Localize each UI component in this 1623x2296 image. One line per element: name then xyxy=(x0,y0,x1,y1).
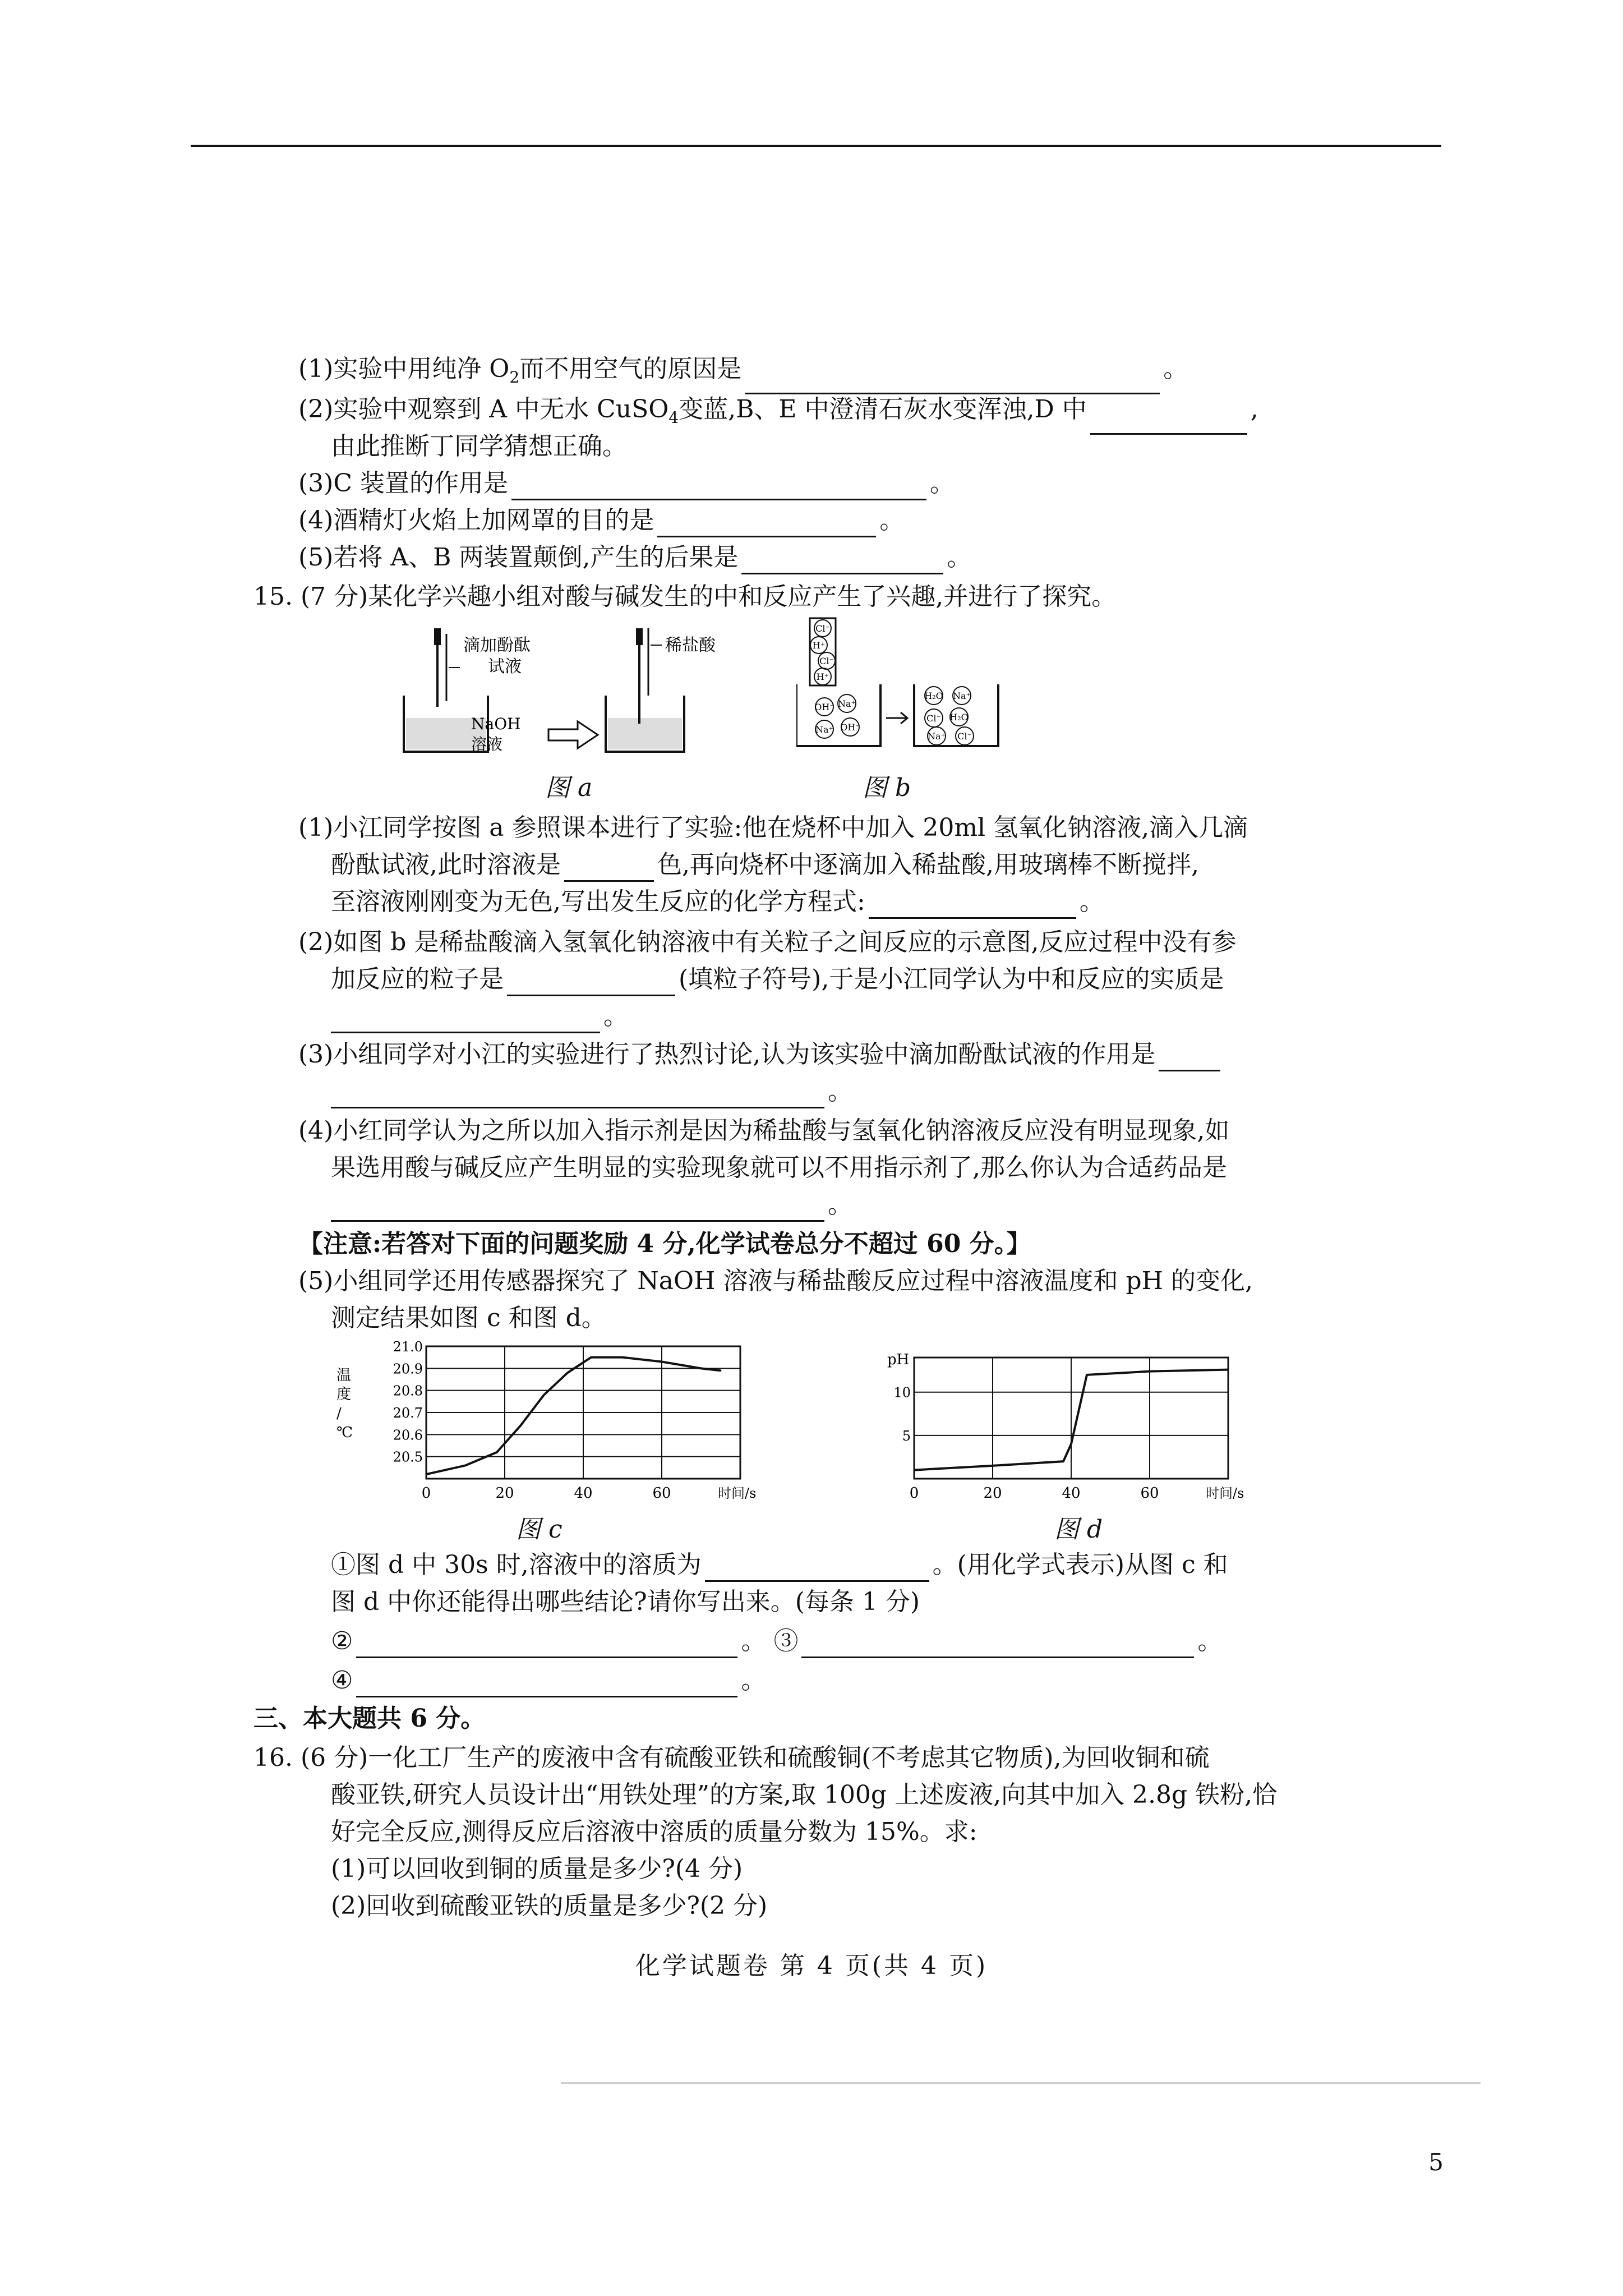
q15-part3-line1: (3)小组同学对小江的实验进行了热烈讨论,认为该实验中滴加酚酞试液的作用是 xyxy=(298,1038,1224,1071)
x-tick-label: 60 xyxy=(652,1485,671,1502)
q16-part1: (1)可以回收到铜的质量是多少?(4 分) xyxy=(331,1855,743,1883)
answer-blank[interactable] xyxy=(745,367,1160,394)
q14-item-4: (4)酒精灯火焰上加网罩的目的是 。 xyxy=(298,504,904,537)
fig-a-label-solution: 溶液 xyxy=(471,735,503,753)
scan-line xyxy=(561,2082,1481,2084)
q15-sub1-line2: 图 d 中你还能得出哪些结论?请你写出来。(每条 1 分) xyxy=(331,1588,920,1616)
answer-blank[interactable] xyxy=(1090,407,1247,435)
figure-a-beakers xyxy=(393,623,763,757)
svg-text:H⁺: H⁺ xyxy=(812,640,826,651)
q14-item-2-line2: 由此推断丁同学猜想正确。 xyxy=(331,432,627,461)
answer-blank[interactable] xyxy=(801,1631,1194,1658)
answer-blank[interactable] xyxy=(1159,1044,1220,1071)
answer-blank[interactable] xyxy=(564,854,654,882)
fig-a-label-phenol: 滴加酚酞 xyxy=(463,636,531,655)
svg-text:Na⁺: Na⁺ xyxy=(838,698,856,709)
data-point xyxy=(426,1474,427,1475)
svg-text:Cl⁻: Cl⁻ xyxy=(819,656,834,666)
chart-c-temperature xyxy=(325,1335,785,1509)
x-tick-label: 0 xyxy=(909,1485,919,1502)
q15-part2-line1: (2)如图 b 是稀盐酸滴入氢氧化钠溶液中有关粒子之间反应的示意图,反应过程中没有参 xyxy=(298,928,1237,956)
q15-sub1-line1: ①图 d 中 30s 时,溶液中的溶质为 。(用化学式表示)从图 c 和 xyxy=(331,1548,1228,1582)
data-point xyxy=(700,1368,702,1369)
page-footer: 化学试题卷 第 4 页(共 4 页) xyxy=(635,1952,988,1980)
chart-d-ph xyxy=(852,1335,1312,1509)
y-tick-label: 20.5 xyxy=(393,1449,423,1465)
bonus-note: 【注意:若答对下面的问题奖励 4 分,化学试卷总分不超过 60 分。】 xyxy=(298,1230,1031,1258)
answer-blank[interactable] xyxy=(741,547,943,574)
y-tick-label: 21.0 xyxy=(393,1339,423,1355)
arrow-right-icon xyxy=(886,712,907,724)
q15-part5-line2: 测定结果如图 c 和图 d。 xyxy=(331,1304,606,1332)
q15-header: 15. (7 分)某化学兴趣小组对酸与碱发生的中和反应产生了兴趣,并进行了探究。 xyxy=(253,582,1117,611)
x-tick-label: 40 xyxy=(1062,1485,1081,1502)
answer-blank[interactable] xyxy=(356,1631,737,1658)
x-tick-label: 60 xyxy=(1140,1485,1159,1502)
answer-blank[interactable] xyxy=(356,1670,737,1697)
data-point xyxy=(720,1370,722,1372)
data-point xyxy=(914,1469,915,1471)
svg-text:Na⁺: Na⁺ xyxy=(928,731,946,742)
q15-part4-line1: (4)小红同学认为之所以加入指示剂是因为稀盐酸与氢氧化钠溶液反应没有明显现象,如 xyxy=(298,1116,1230,1145)
svg-text:Cl⁻: Cl⁻ xyxy=(957,731,972,742)
chart-d-caption: 图 d xyxy=(1054,1515,1103,1544)
figure-b-caption: 图 b xyxy=(863,774,911,802)
svg-text:H₂O: H₂O xyxy=(949,712,969,723)
figure-a-caption: 图 a xyxy=(545,774,593,802)
page-number: 5 xyxy=(1428,2148,1444,2176)
data-point xyxy=(622,1356,624,1358)
data-point xyxy=(1071,1443,1072,1445)
data-point xyxy=(520,1425,522,1427)
y-tick-label: 20.8 xyxy=(393,1383,423,1399)
data-point xyxy=(1149,1370,1151,1372)
x-axis-label: 时间/s xyxy=(1206,1485,1244,1501)
svg-text:Cl⁻: Cl⁻ xyxy=(815,623,830,634)
x-tick-label: 20 xyxy=(983,1485,1002,1502)
data-point xyxy=(567,1372,569,1374)
data-point xyxy=(543,1394,545,1396)
x-tick-label: 0 xyxy=(421,1485,431,1502)
q15-part4-line3: 。 xyxy=(331,1188,852,1222)
x-axis-label: 时间/s xyxy=(718,1485,757,1501)
answer-blank[interactable] xyxy=(705,1554,929,1582)
q15-sub4: ④ 。 xyxy=(331,1664,766,1697)
section-3-header: 三、本大题共 6 分。 xyxy=(253,1704,486,1733)
svg-text:OH⁻: OH⁻ xyxy=(814,702,834,712)
q15-part1-line3: 至溶液刚刚变为无色,写出发生反应的化学方程式: 。 xyxy=(331,885,1104,919)
figure-b-particles xyxy=(796,611,1021,757)
answer-blank[interactable] xyxy=(331,1081,824,1108)
q15-sub2-sub3: ② 。 ③ 。 xyxy=(331,1625,1222,1658)
svg-text:Na⁺: Na⁺ xyxy=(953,691,971,701)
svg-text:OH⁻: OH⁻ xyxy=(840,722,860,733)
data-point xyxy=(465,1465,467,1466)
arrow-right-icon xyxy=(548,721,598,748)
y-tick-label: 20.7 xyxy=(393,1405,423,1421)
fig-a-label-hcl: 稀盐酸 xyxy=(665,636,716,655)
svg-text:Cl⁻: Cl⁻ xyxy=(926,713,941,724)
data-point xyxy=(496,1451,498,1453)
answer-blank[interactable] xyxy=(511,473,926,500)
data-point xyxy=(661,1361,663,1363)
data-point xyxy=(992,1465,994,1466)
q16-line2: 酸亚铁,研究人员设计出“用铁处理”的方案,取 100g 上述废液,向其中加入 2.8g 铁粉,恰 xyxy=(331,1780,1278,1809)
svg-text:H⁺: H⁺ xyxy=(816,671,829,682)
data-point xyxy=(591,1356,592,1358)
q15-part2-line2: 加反应的粒子是 (填粒子符号),于是小江同学认为中和反应的实质是 xyxy=(331,963,1224,996)
y-axis-label: pH xyxy=(887,1351,910,1368)
q14-item-5: (5)若将 A、B 两装置颠倒,产生的后果是 。 xyxy=(298,541,971,574)
q15-part2-line3: 。 xyxy=(331,1000,628,1033)
y-axis-label: 温度/ ℃ xyxy=(336,1367,353,1441)
data-point xyxy=(1086,1374,1088,1375)
chart-c-caption: 图 c xyxy=(516,1515,562,1544)
svg-text:Na⁺: Na⁺ xyxy=(815,724,833,735)
data-point xyxy=(1063,1461,1064,1462)
y-tick-label: 20.6 xyxy=(393,1427,423,1443)
q14-item-1: (1)实验中用纯净 $O_2$而不用空气的原因是 。 xyxy=(298,352,1188,394)
fig-a-label-phenol-2: 试液 xyxy=(488,657,522,677)
fig-a-label-naoh: NaOH xyxy=(471,715,521,733)
answer-blank[interactable] xyxy=(331,1194,824,1222)
x-tick-label: 40 xyxy=(574,1485,593,1502)
svg-text:H₂O: H₂O xyxy=(924,691,943,701)
answer-blank[interactable] xyxy=(869,891,1076,919)
q15-part3-line2: 。 xyxy=(331,1075,852,1108)
q15-part1-line2: 酚酞试液,此时溶液是 色,再向烧杯中逐滴加入稀盐酸,用玻璃棒不断搅拌, xyxy=(331,848,1199,882)
q16-line1: 16. (6 分)一化工厂生产的废液中含有硫酸亚铁和硫酸铜(不考虑其它物质),为回收铜和硫 xyxy=(253,1743,1210,1772)
y-tick-label: 5 xyxy=(902,1428,911,1444)
top-rule xyxy=(191,145,1441,147)
x-tick-label: 20 xyxy=(495,1485,514,1502)
answer-blank[interactable] xyxy=(657,510,876,537)
answer-blank[interactable] xyxy=(507,969,675,996)
q15-part4-line2: 果选用酸与碱反应产生明显的实验现象就可以不用指示剂了,那么你认为合适药品是 xyxy=(331,1153,1227,1182)
q16-line3: 好完全反应,测得反应后溶液中溶质的质量分数为 15%。求: xyxy=(331,1818,978,1846)
y-tick-label: 10 xyxy=(893,1384,911,1401)
answer-blank[interactable] xyxy=(331,1006,600,1033)
q16-part2: (2)回收到硫酸亚铁的质量是多少?(2 分) xyxy=(331,1892,768,1920)
q15-part1-line1: (1)小江同学按图 a 参照课本进行了实验:他在烧杯中加入 20ml 氢氧化钠溶液,滴入几滴 xyxy=(298,813,1248,842)
q15-part5-line1: (5)小组同学还用传感器探究了 NaOH 溶液与稀盐酸反应过程中溶液温度和 pH 的变化, xyxy=(298,1267,1253,1295)
q14-item-3: (3)C 装置的作用是 。 xyxy=(298,467,955,500)
y-tick-label: 20.9 xyxy=(393,1361,423,1377)
q14-item-2: (2)实验中观察到 A 中无水 CuSO$_4$变蓝,B、E 中澄清石灰水变浑浊,D 中 , xyxy=(298,393,1258,435)
data-point xyxy=(1228,1369,1229,1370)
